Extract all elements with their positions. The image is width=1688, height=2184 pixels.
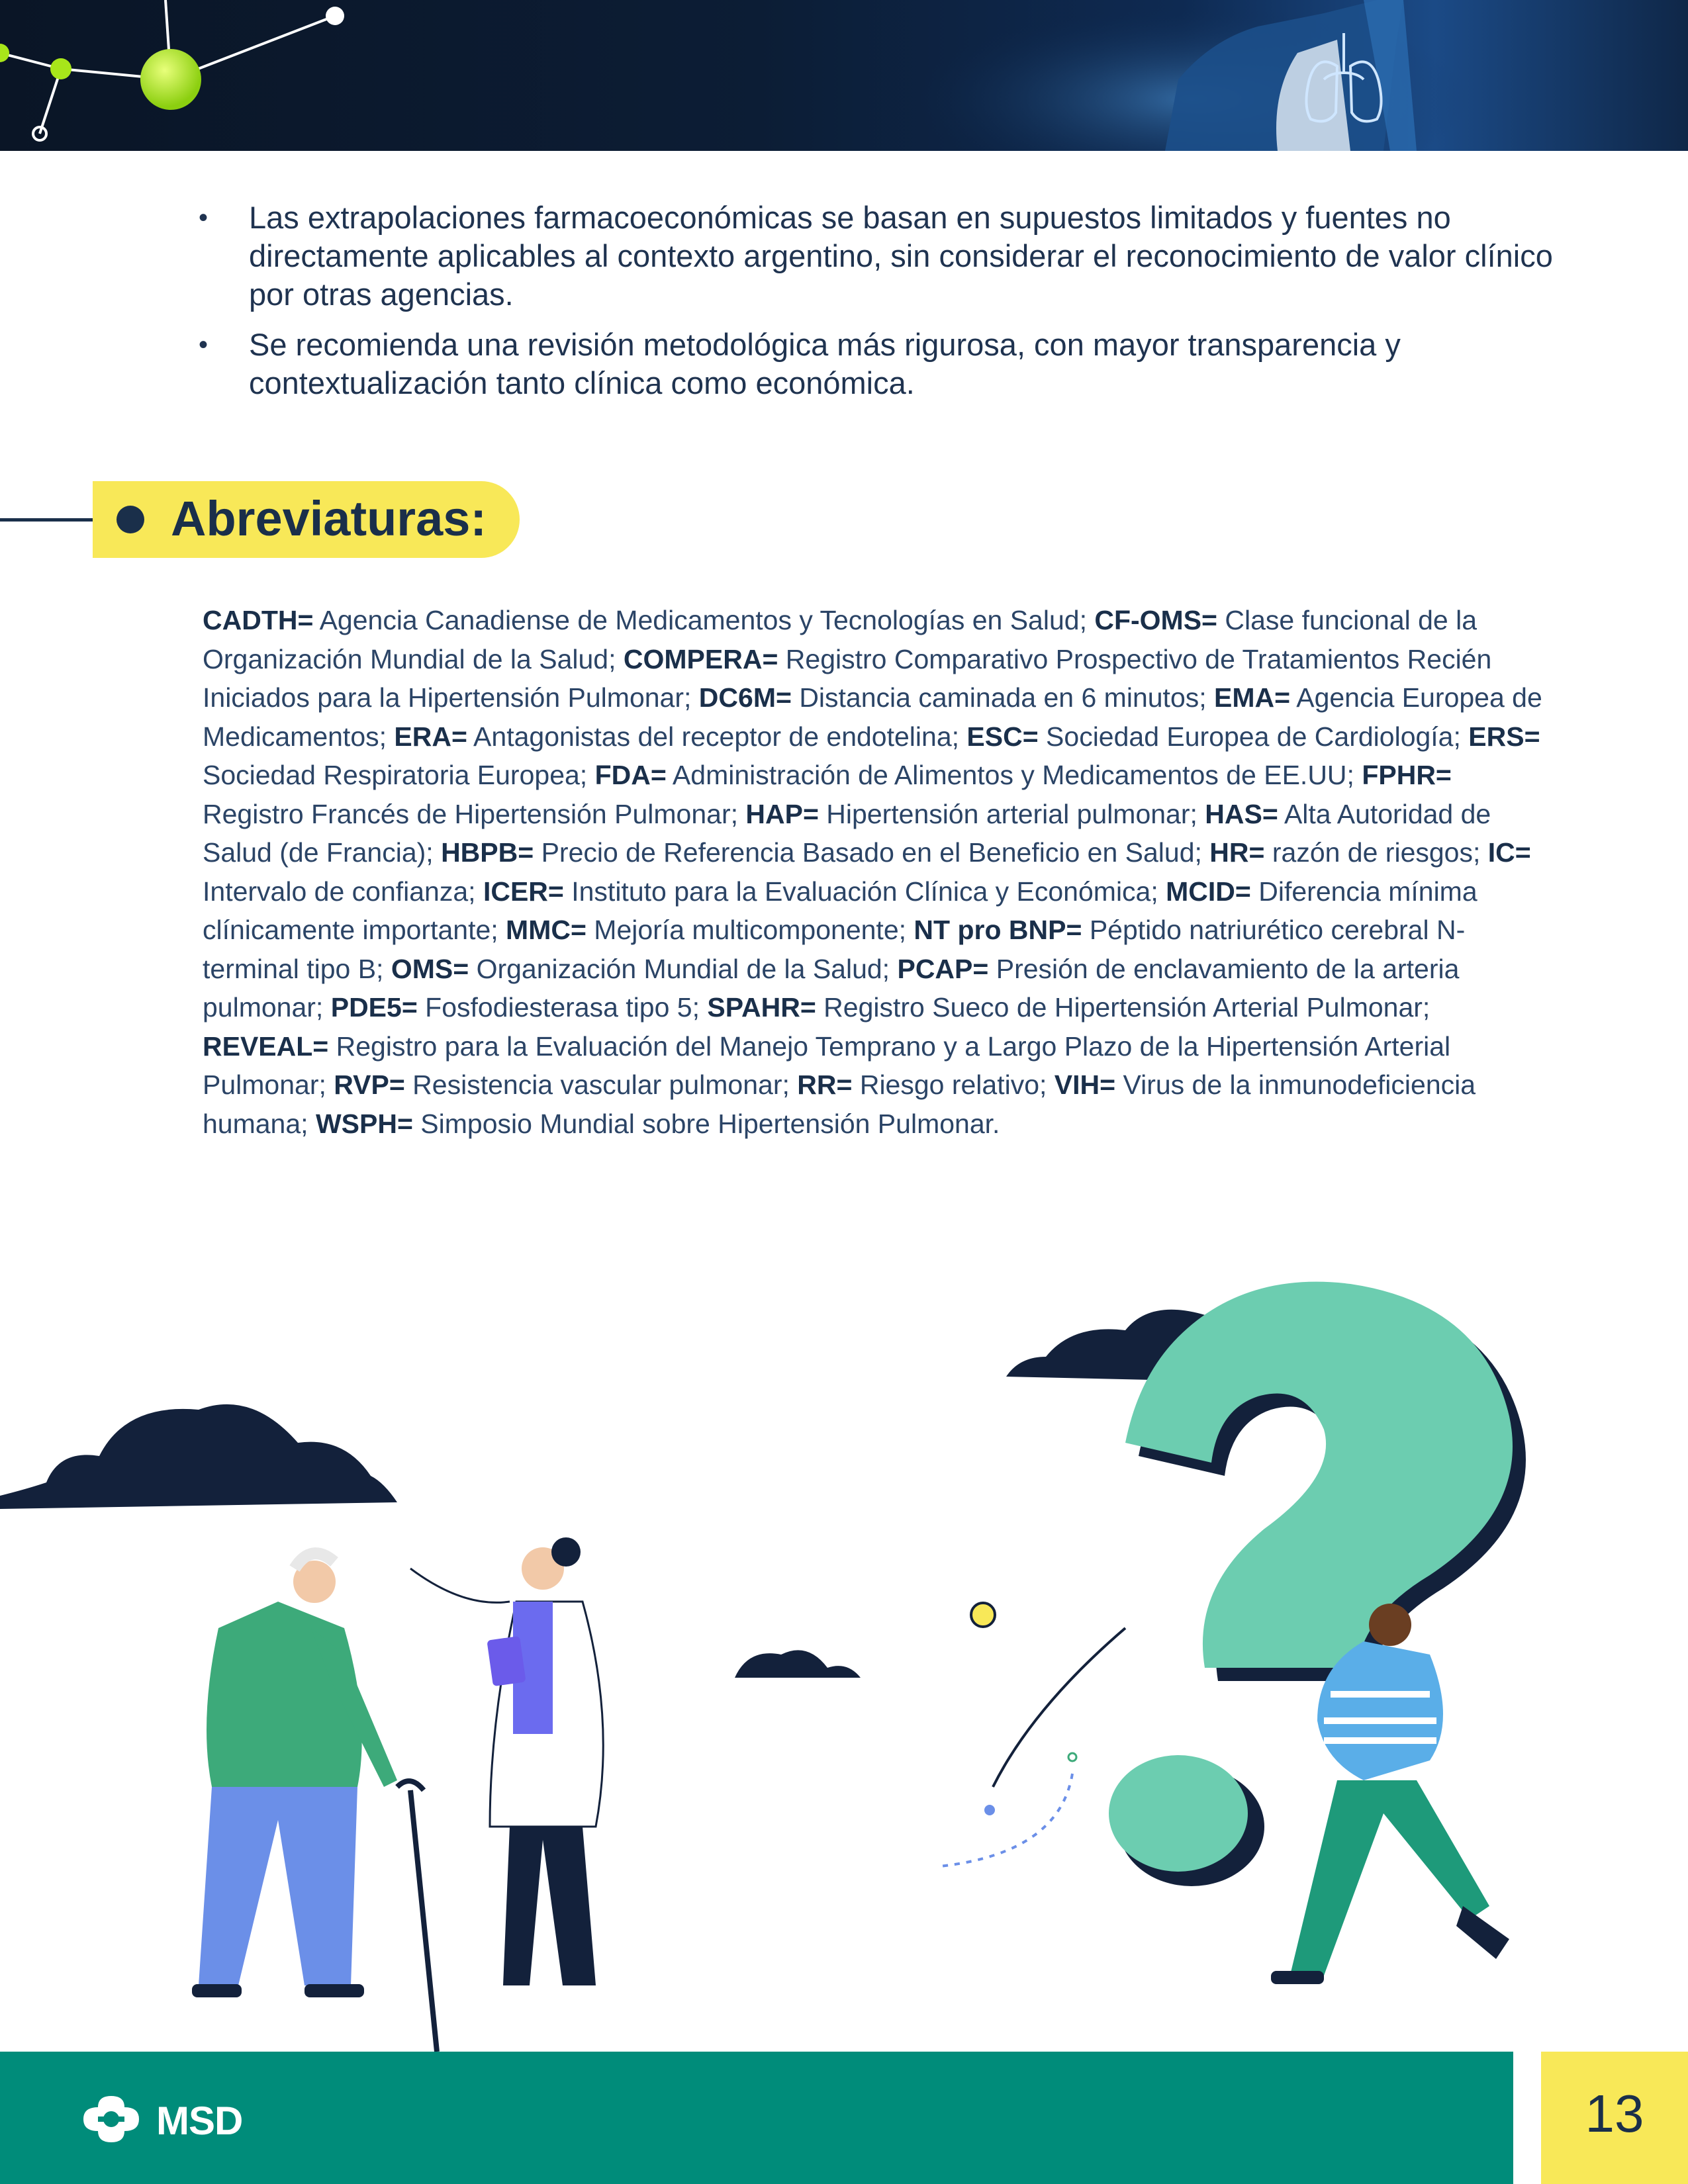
abbreviation-definition: Distancia caminada en 6 minutos; <box>791 682 1215 713</box>
abbreviation-term: FPHR= <box>1362 760 1452 790</box>
doctor-woman <box>410 1537 603 1985</box>
abbreviation-definition: Intervalo de confianza; <box>203 876 483 907</box>
abbreviation-term: ESC= <box>966 721 1039 752</box>
header-banner <box>0 0 1688 151</box>
abbreviation-definition: Riesgo relativo; <box>852 1069 1055 1100</box>
bullet-dot: • <box>199 203 209 232</box>
cloud-small <box>735 1650 861 1678</box>
abbreviation-definition: Registro para la Evaluación del Manejo Temprano y a Largo Plazo de la Hipertensión Arterial Pulmonar; <box>203 1030 1451 1100</box>
abbreviation-term: CADTH= <box>203 605 314 635</box>
abbreviation-definition: Registro Comparativo Prospectivo de Tratamientos Recién Iniciados para la Hipertensión Pulmonar; <box>203 643 1492 713</box>
abbreviation-term: IC= <box>1487 837 1531 868</box>
abbreviation-term: ICER= <box>483 876 564 907</box>
section-title: Abreviaturas: <box>171 491 487 546</box>
abbreviation-term: RR= <box>797 1069 853 1100</box>
abbreviation-term: DC6M= <box>698 682 792 713</box>
abbreviation-definition: Hipertensión arterial pulmonar; <box>818 798 1205 829</box>
abbreviation-term: PCAP= <box>897 953 989 984</box>
question-mark-graphic <box>1109 1282 1526 1886</box>
abbreviation-definition: Registro Francés de Hipertensión Pulmonar; <box>203 798 746 829</box>
abbreviation-definition: Sociedad Respiratoria Europea; <box>203 760 595 790</box>
abbreviation-term: SPAHR= <box>707 992 816 1023</box>
elderly-man <box>192 1553 437 2052</box>
lungs-icon <box>1291 26 1397 132</box>
abbreviation-definition: Fosfodiesterasa tipo 5; <box>417 992 708 1023</box>
abbreviation-definition: Resistencia vascular pulmonar; <box>404 1069 798 1100</box>
abbreviation-definition: Clase funcional de la Organización Mundial de la Salud; <box>203 605 1477 674</box>
abbreviation-term: HR= <box>1209 837 1265 868</box>
abbreviation-term: COMPERA= <box>623 643 778 674</box>
abbreviation-term: FDA= <box>594 760 667 790</box>
abbreviation-definition: Mejoría multicomponente; <box>586 915 914 945</box>
abbreviation-term: HAP= <box>745 798 819 829</box>
abbreviation-definition: Péptido natriurético cerebral N-terminal tipo B; <box>203 915 1466 984</box>
abbreviation-definition: Agencia Canadiense de Medicamentos y Tecnologías en Salud; <box>313 605 1095 635</box>
abbreviations-paragraph <box>203 601 1560 1143</box>
abbreviation-definition: Sociedad Europea de Cardiología; <box>1038 721 1469 752</box>
bullet-item <box>199 199 1556 314</box>
bullet-dot: • <box>199 330 209 359</box>
bullet-text: Las extrapolaciones farmacoeconómicas se basan en supuestos limitados y fuentes no directamente aplicables al contexto argentino, sin considerar el reconocimiento de valor clínico por otras agencias. <box>249 200 1553 312</box>
abbreviation-definition: Registro Sueco de Hipertensión Arterial Pulmonar; <box>816 992 1430 1023</box>
abbreviation-term: EMA= <box>1214 682 1291 713</box>
abbreviation-term: NT pro BNP= <box>914 915 1082 945</box>
abbreviation-term: ERS= <box>1468 721 1540 752</box>
abbreviation-definition: Simposio Mundial sobre Hipertensión Pulmonar. <box>412 1108 1000 1139</box>
abbreviation-term: VIH= <box>1054 1069 1116 1100</box>
abbreviation-term: HBPB= <box>441 837 534 868</box>
abbreviation-term: PDE5= <box>330 992 418 1023</box>
bullet-item <box>199 326 1556 402</box>
abbreviation-definition: razón de riesgos; <box>1264 837 1488 868</box>
abbreviation-definition: Administración de Alimentos y Medicamentos de EE.UU; <box>666 760 1362 790</box>
cloud-left <box>0 1404 397 1509</box>
molecule-graphic <box>0 0 1688 151</box>
abbreviation-definition: Precio de Referencia Basado en el Beneficio en Salud; <box>534 837 1210 868</box>
abbreviation-definition: Antagonistas del receptor de endotelina; <box>467 721 967 752</box>
page-number: 13 <box>1585 2084 1644 2143</box>
abbreviation-definition: Diferencia mínima clínicamente importante; <box>203 876 1477 945</box>
abbreviation-term: MMC= <box>506 915 586 945</box>
abbreviation-definition: Alta Autoridad de Salud (de Francia); <box>203 798 1491 868</box>
abbreviation-term: HAS= <box>1205 798 1278 829</box>
abbreviation-term: REVEAL= <box>203 1030 329 1062</box>
yellow-dot <box>971 1603 995 1627</box>
abbreviation-definition: Virus de la inmunodeficiencia humana; <box>203 1069 1476 1139</box>
msd-logo-text: MSD <box>156 2099 243 2143</box>
blue-dot <box>984 1805 995 1815</box>
bullet-text: Se recomienda una revisión metodológica más rigurosa, con mayor transparencia y contextualización tanto clínica como económica. <box>249 327 1401 400</box>
abbreviation-term: CF-OMS= <box>1094 605 1218 635</box>
illustration <box>0 1257 1688 2052</box>
abbreviation-definition: Presión de enclavamiento de la arteria pulmonar; <box>203 953 1460 1023</box>
abbreviation-definition: Instituto para la Evaluación Clínica y Económica; <box>563 876 1166 907</box>
abbreviation-term: RVP= <box>334 1069 405 1100</box>
abbreviation-definition: Agencia Europea de Medicamentos; <box>203 682 1542 752</box>
heading-dot <box>117 506 144 533</box>
msd-logo-icon <box>78 2093 144 2146</box>
abbreviation-term: ERA= <box>394 721 467 752</box>
abbreviation-term: MCID= <box>1166 876 1251 907</box>
abbreviation-term: OMS= <box>391 953 469 984</box>
abbreviation-term: WSPH= <box>315 1108 413 1139</box>
conclusion-bullets <box>199 199 1556 414</box>
abbreviation-definition: Organización Mundial de la Salud; <box>469 953 898 984</box>
